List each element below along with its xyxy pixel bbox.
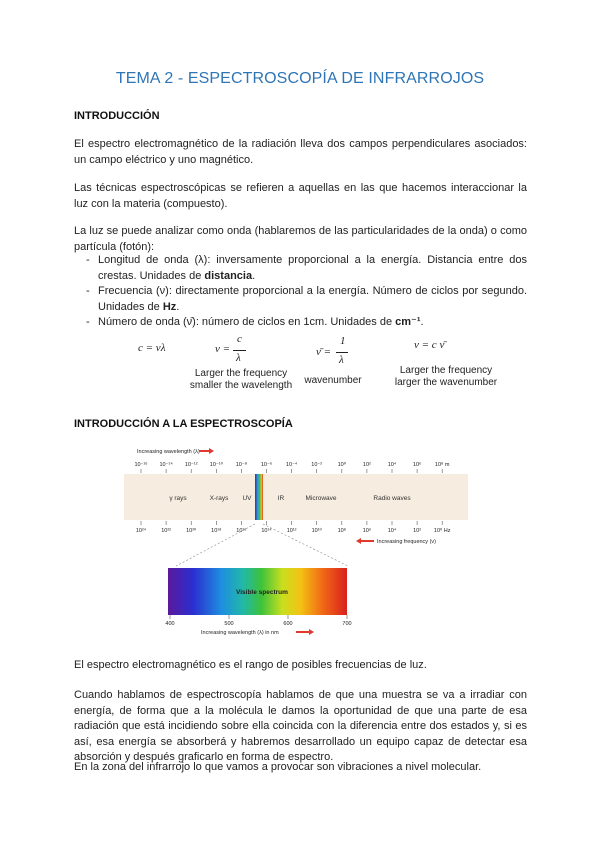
- visible-tick-label: 700: [342, 621, 352, 627]
- paragraph-em-spectrum-definition: El espectro electromagnético es el rango de posibles frecuencias de luz.: [74, 659, 427, 671]
- paragraph-spectroscopic-techniques: Las técnicas espectroscópicas se refieren a aquellas en las que hacemos interaccionar la luz con la materia (compuesto).: [74, 182, 527, 210]
- frequency-tick-label: 10⁶: [362, 528, 372, 534]
- wavelength-tick-label: 10⁻¹⁶: [134, 462, 148, 468]
- frequency-tick-label: 10²: [413, 528, 422, 534]
- wavelength-tick-label: 10⁰: [337, 462, 346, 468]
- list-item-wavelength: - Longitud de onda (λ): inversamente proporcional a la energía. Distancia entre dos crestas. Unidades de distancia.: [74, 253, 527, 284]
- caption-wavenumber: wavenumber: [304, 375, 362, 386]
- frequency-arrow-head: [356, 538, 361, 544]
- formula-c-equals-nu-lambda: c = νλ: [138, 342, 166, 354]
- frequency-tick-label: 10¹⁰: [311, 528, 322, 534]
- region-uv: UV: [242, 495, 252, 502]
- wavelength-arrow-head: [209, 448, 214, 454]
- frequency-axis-label: Increasing frequency (ν): [377, 539, 436, 545]
- paragraph-infrared-vibrations: En la zona del infrarrojo lo que vamos a provocar son vibraciones a nivel molecular.: [74, 761, 482, 773]
- caption-frequency-wavelength: Larger the frequency smaller the wavelength: [189, 368, 293, 391]
- wavelength-tick-label: 10⁸ m: [434, 462, 450, 468]
- visible-axis-label: Increasing wavelength (λ) in nm: [201, 630, 279, 636]
- frequency-tick-label: 10²⁰: [186, 528, 197, 534]
- frequency-tick-label: 10¹⁸: [211, 528, 222, 534]
- visible-tick-label: 600: [283, 621, 293, 627]
- list-item-wavenumber: - Número de onda (ν̄): número de ciclos en 1cm. Unidades de cm⁻¹.: [74, 315, 527, 331]
- frequency-tick-label: 10²⁴: [135, 528, 147, 534]
- caption-frequency-wavenumber: Larger the frequency larger the wavenumber: [394, 365, 498, 388]
- page-title: TEMA 2 - ESPECTROSCOPÍA DE INFRARROJOS: [115, 70, 485, 87]
- wavelength-tick-label: 10⁻⁴: [285, 462, 298, 468]
- frequency-tick-label: 10²²: [161, 528, 171, 534]
- region-microwave: Microwave: [305, 495, 337, 502]
- region-radio-waves: Radio waves: [373, 495, 411, 502]
- wavelength-tick-label: 10⁻⁶: [260, 462, 273, 468]
- visible-arrow-head: [309, 629, 314, 635]
- wavelength-tick-label: 10⁻¹⁴: [159, 462, 173, 468]
- wavelength-tick-label: 10⁻⁸: [235, 462, 248, 468]
- frequency-tick-label: 10⁴: [387, 528, 397, 534]
- frequency-ticks: [136, 521, 451, 534]
- zoom-line-right: [263, 524, 348, 566]
- paragraph-spectroscopy-explanation: Cuando hablamos de espectroscopía hablamos de que una muestra se va a irradiar con energía, de forma que a la molécula le damos la oportunidad de que una parte de esa radiación que está incidiendo sobre ella coincida con la diferencia entre dos estados y, si es así, esa energía se absorberá y habremos desarrollado un equipo capaz de detectar esa absorción y después graficarlo en forma de espectro.: [74, 689, 527, 763]
- visible-ticks: [165, 615, 351, 627]
- wavelength-tick-label: 10⁻¹²: [184, 462, 198, 468]
- region-ir: IR: [277, 495, 285, 502]
- wavelength-axis-label: Increasing wavelength (λ): [137, 449, 200, 455]
- frequency-tick-label: 10¹⁴: [261, 528, 272, 534]
- wavelength-tick-label: 10⁻¹⁰: [209, 462, 223, 468]
- formula-nu-equals-c-wavenumber: ν = c ν̄: [414, 339, 445, 351]
- paragraph-light-wave-particle: La luz se puede analizar como onda (hablaremos de las particularidades de la onda) o como partícula (fotón):: [74, 225, 527, 253]
- visible-tick-label: 400: [165, 621, 175, 627]
- region-gamma-rays: γ rays: [169, 495, 187, 502]
- frequency-tick-label: 10⁰ Hz: [433, 528, 451, 534]
- frequency-tick-label: 10¹⁶: [236, 528, 247, 534]
- list-item-frequency: - Frecuencia (ν): directamente proporcional a la energía. Número de ciclos por segundo. Unidades de Hz.: [74, 284, 527, 315]
- visible-tick-label: 500: [224, 621, 234, 627]
- frequency-tick-label: 10⁸: [337, 528, 347, 534]
- visible-narrow-band: [255, 474, 263, 520]
- paragraph-em-spectrum: El espectro electromagnético de la radiación lleva dos campos perpendiculares asociados: un campo eléctrico y uno magnético.: [74, 138, 527, 166]
- section-heading-intro-espectroscopia: INTRODUCCIÓN A LA ESPECTROSCOPÍA: [74, 418, 293, 430]
- wavelength-tick-label: 10⁴: [387, 462, 397, 468]
- wavelength-tick-label: 10⁶: [412, 462, 422, 468]
- wavelength-ticks: [134, 461, 449, 473]
- frequency-tick-label: 10¹²: [286, 528, 297, 534]
- region-x-rays: X-rays: [209, 495, 229, 502]
- wavelength-tick-label: 10²: [362, 462, 371, 468]
- section-heading-introduccion: INTRODUCCIÓN: [74, 110, 160, 122]
- visible-spectrum-label: Visible spectrum: [236, 589, 288, 596]
- wavelength-tick-label: 10⁻²: [311, 462, 323, 468]
